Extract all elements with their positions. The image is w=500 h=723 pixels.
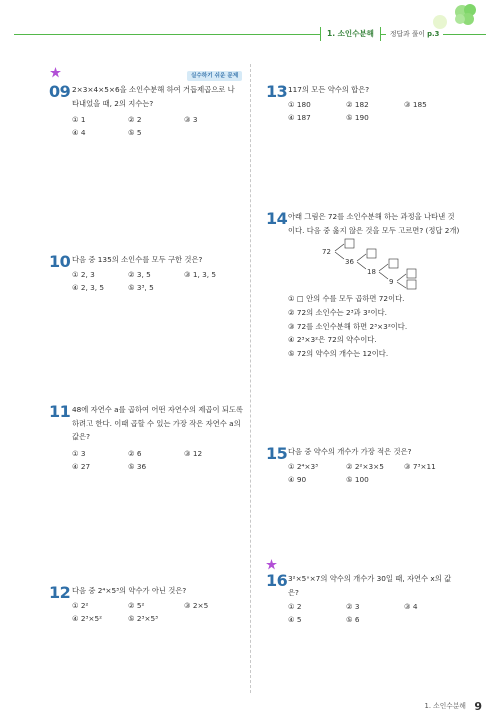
question-text-line: 타내었을 때, 2의 지수는? [72, 98, 154, 108]
option-1[interactable]: ① 2⁴×3³ [288, 462, 319, 471]
option-3[interactable]: ③ 7³×11 [404, 462, 436, 471]
question-text-10 [72, 253, 248, 267]
clover-decoration-icon [432, 4, 478, 32]
option-5[interactable]: ⑤ 5 [128, 128, 142, 137]
option-5[interactable]: ⑤ 36 [128, 462, 147, 471]
option-2[interactable]: ② 5² [128, 601, 145, 610]
option-3[interactable]: ③ 2×5 [184, 601, 209, 610]
options-16 [288, 600, 462, 626]
blank-box [407, 269, 416, 278]
option-1[interactable]: ① 1 [72, 115, 86, 124]
tree-node-18: 18 [367, 268, 376, 276]
question-text-line: 48에 자연수 a를 곱하여 어떤 자연수의 제곱이 되도록 [72, 405, 243, 414]
options-10 [72, 268, 240, 294]
question-text-line: 117의 모든 약수의 합은? [288, 85, 370, 94]
question-text-line: 3²×5ˣ×7의 약수의 개수가 30일 때, 자연수 x의 값 [288, 574, 452, 583]
options-12 [72, 599, 240, 625]
statement-1[interactable]: ① □ 안의 수를 모두 곱하면 72이다. [288, 294, 405, 303]
option-1[interactable]: ① 2, 3 [72, 270, 95, 279]
option-1[interactable]: ① 2 [288, 602, 302, 611]
blank-box [389, 259, 398, 268]
option-2[interactable]: ② 6 [128, 449, 142, 458]
question-number-15: 15 [266, 444, 288, 463]
option-2[interactable]: ② 3, 5 [128, 270, 151, 279]
question-text-13 [288, 83, 478, 97]
option-4[interactable]: ④ 2, 3, 5 [72, 283, 105, 292]
option-5[interactable]: ⑤ 100 [346, 475, 369, 484]
options-09 [72, 113, 240, 139]
statement-2[interactable]: ② 72의 소인수는 2³과 3²이다. [288, 307, 387, 317]
question-text-line: 다음 중 2⁴×5³의 약수가 아닌 것은? [72, 586, 187, 595]
statement-4[interactable]: ④ 2³×3²은 72의 약수이다. [288, 335, 377, 345]
option-4[interactable]: ④ 90 [288, 475, 307, 484]
column-divider [250, 64, 251, 693]
option-5[interactable]: ⑤ 190 [346, 113, 369, 122]
option-3[interactable]: ③ 3 [184, 115, 198, 124]
tree-node-72: 72 [322, 248, 331, 256]
option-3[interactable]: ③ 12 [184, 449, 203, 458]
option-2[interactable]: ② 3 [346, 602, 360, 611]
option-3[interactable]: ③ 4 [404, 602, 418, 611]
question-text-12 [72, 584, 248, 598]
question-text-09 [72, 83, 248, 110]
question-text-15 [288, 445, 478, 459]
tree-node-9: 9 [389, 278, 394, 286]
question-text-line: 이다. 다음 중 옳지 않은 것을 모두 고르면? (정답 2개) [288, 225, 460, 235]
option-5[interactable]: ⑤ 3³, 5 [128, 283, 154, 292]
question-number-12: 12 [49, 583, 71, 602]
page-number: 9 [474, 700, 482, 713]
options-11 [72, 447, 240, 473]
options-15 [288, 460, 462, 486]
question-text-line: 은? [288, 587, 299, 597]
question-number-16: 16 [266, 571, 288, 590]
answer-ref-label: 정답과 풀이 [390, 30, 425, 38]
question-text-line: 다음 중 약수의 개수가 가장 적은 것은? [288, 447, 412, 456]
question-number-10: 10 [49, 252, 71, 271]
answer-ref-page: p.3 [427, 30, 440, 38]
question-text-16 [288, 572, 478, 599]
statement-5[interactable]: ⑤ 72의 약수의 개수는 12이다. [288, 349, 389, 359]
option-1[interactable]: ① 180 [288, 100, 311, 109]
option-5[interactable]: ⑤ 2³×5³ [128, 614, 159, 623]
footer-chapter: 1. 소인수분해 [424, 702, 466, 710]
options-13 [288, 98, 462, 124]
question-number-14: 14 [266, 209, 288, 228]
option-1[interactable]: ① 3 [72, 449, 86, 458]
question-text-line: 하려고 한다. 이때 곱할 수 있는 가장 작은 자연수 a의 [72, 418, 241, 428]
question-number-13: 13 [266, 82, 288, 101]
option-3[interactable]: ③ 1, 3, 5 [184, 270, 217, 279]
blank-box [345, 239, 354, 248]
option-4[interactable]: ④ 2³×5² [72, 614, 103, 623]
blank-box [367, 249, 376, 258]
question-text-line: 아래 그림은 72를 소인수분해 하는 과정을 나타낸 것 [288, 212, 455, 221]
star-icon [50, 67, 61, 78]
option-5[interactable]: ⑤ 6 [346, 615, 360, 624]
option-4[interactable]: ④ 27 [72, 462, 91, 471]
star-icon [266, 559, 277, 570]
option-2[interactable]: ② 2 [128, 115, 142, 124]
option-2[interactable]: ② 182 [346, 100, 369, 109]
option-3[interactable]: ③ 185 [404, 100, 427, 109]
option-1[interactable]: ① 2² [72, 601, 89, 610]
question-text-14 [288, 210, 484, 237]
question-number-11: 11 [49, 402, 71, 421]
chapter-tab: 1. 소인수분해 [320, 27, 381, 41]
option-4[interactable]: ④ 4 [72, 128, 86, 137]
statement-3[interactable]: ③ 72를 소인수분해 하면 2³×3²이다. [288, 321, 408, 331]
tree-node-36: 36 [345, 258, 354, 266]
factor-tree-diagram [318, 238, 428, 290]
question-text-line: 다음 중 135의 소인수를 모두 구한 것은? [72, 255, 203, 264]
question-text-line: 값은? [72, 432, 90, 441]
option-2[interactable]: ② 2²×3×5 [346, 462, 384, 471]
option-4[interactable]: ④ 5 [288, 615, 302, 624]
mistake-prone-badge: 실수하기 쉬운 문제 [187, 71, 242, 81]
question-text-line: 2×3×4×5×6을 소인수분해 하여 거듭제곱으로 나 [72, 85, 235, 94]
question-number-09: 09 [49, 82, 71, 101]
blank-box [407, 280, 416, 289]
statements-14 [288, 292, 484, 361]
question-text-11 [72, 403, 248, 444]
option-4[interactable]: ④ 187 [288, 113, 311, 122]
